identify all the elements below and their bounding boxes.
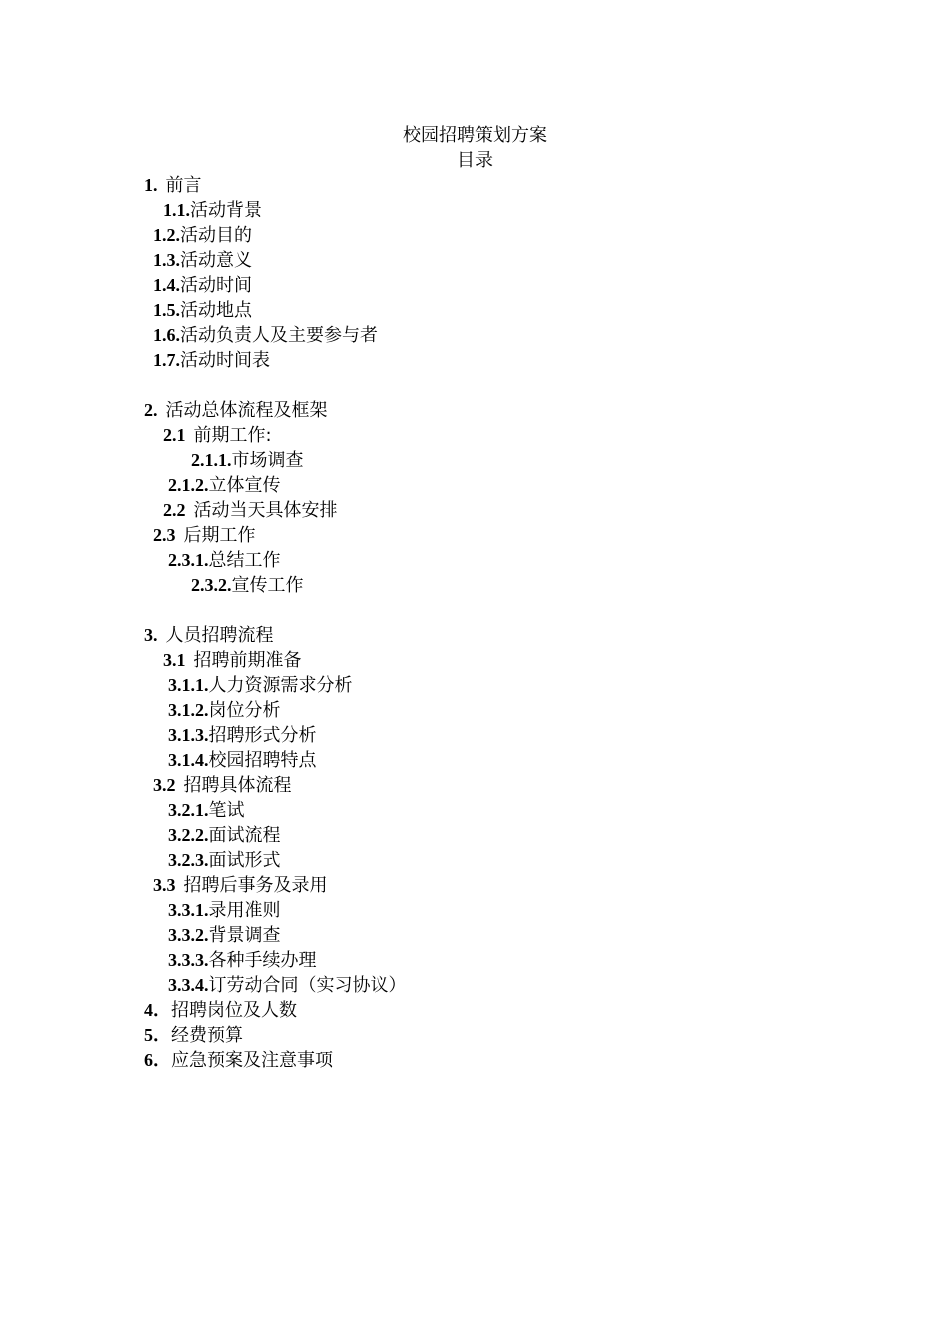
toc-entry-number: 3.2.3. [168,850,209,870]
toc-entry-number: 1.2. [153,225,180,245]
toc-entry [0,998,950,1023]
toc-entry [0,323,950,348]
toc-entry [0,748,950,773]
toc-entry-number: 3.2 [153,775,176,795]
toc-entry-text: 招聘前期准备 [193,650,302,671]
toc-entry-text: 人力资源需求分析 [208,675,353,696]
toc-entry [0,1048,950,1073]
toc-entry-text: 活动地点 [180,300,252,321]
toc-entry-number: 2.3.1. [168,550,209,570]
toc-entry-number: 1.3. [153,250,180,270]
toc-entry-text: 活动总体流程及框架 [165,400,328,421]
toc-entry-text: 宣传工作 [231,575,304,596]
toc-entry-text: 校园招聘特点 [208,750,317,771]
toc-entry-text: 各种手续办理 [208,950,317,971]
toc-entry-text: 前期工作: [193,425,272,446]
toc-entry-number: 3.3 [153,875,176,895]
toc-entry-number: 3.3.1. [168,900,209,920]
toc-entry [0,248,950,273]
toc-entry-number: 3.1 [163,650,186,670]
toc-entry-number: 3.3.4. [168,975,209,995]
toc-entry [0,498,950,523]
toc-entry [0,473,950,498]
toc-entry-text: 招聘形式分析 [208,725,317,746]
toc-entry-number: 2.1 [163,425,186,445]
toc-entry-text: 招聘后事务及录用 [183,875,328,896]
toc-entry-text: 笔试 [208,800,245,821]
toc-entry [0,823,950,848]
toc-entry-text: 应急预案及注意事项 [171,1050,333,1071]
table-of-contents [0,173,950,1073]
toc-entry-number: 3.2.1. [168,800,209,820]
toc-entry-number: 6． [144,1050,171,1070]
toc-entry [0,623,950,648]
toc-entry-text: 面试形式 [208,850,281,871]
toc-entry [0,298,950,323]
toc-entry [0,1023,950,1048]
toc-entry-number: 2.2 [163,500,186,520]
toc-entry [0,423,950,448]
toc-entry [0,273,950,298]
toc-spacer [0,373,950,398]
toc-entry-text: 订劳动合同（实习协议） [208,975,407,996]
toc-entry-number: 2.3 [153,525,176,545]
toc-entry-number: 2. [144,400,158,420]
toc-entry-number: 2.1.2. [168,475,209,495]
toc-entry [0,848,950,873]
toc-entry-text: 面试流程 [208,825,281,846]
toc-entry [0,798,950,823]
toc-entry [0,973,950,998]
toc-entry-number: 1.5. [153,300,180,320]
toc-entry [0,648,950,673]
toc-entry-number: 3. [144,625,158,645]
toc-entry-text: 活动时间表 [180,350,270,371]
toc-entry-number: 3.1.3. [168,725,209,745]
toc-entry-text: 后期工作 [183,525,256,546]
toc-heading: 目录 [457,150,493,171]
toc-entry [0,523,950,548]
toc-entry-text: 活动负责人及主要参与者 [180,325,378,346]
toc-entry [0,173,950,198]
toc-entry-number: 3.1.2. [168,700,209,720]
toc-entry [0,873,950,898]
toc-entry-number: 1.4. [153,275,180,295]
toc-entry [0,723,950,748]
toc-entry [0,673,950,698]
toc-entry-number: 2.1.1. [191,450,232,470]
toc-entry-text: 活动当天具体安排 [193,500,338,521]
toc-entry [0,923,950,948]
toc-entry-text: 岗位分析 [208,700,281,721]
toc-entry-text: 活动意义 [180,250,252,271]
toc-entry-number: 1.7. [153,350,180,370]
toc-entry-text: 招聘岗位及人数 [171,1000,297,1021]
toc-entry-text: 总结工作 [208,550,281,571]
toc-entry [0,348,950,373]
toc-entry [0,773,950,798]
toc-entry-number: 3.1.1. [168,675,209,695]
toc-entry [0,398,950,423]
toc-entry-text: 背景调查 [208,925,281,946]
toc-entry-number: 3.3.2. [168,925,209,945]
toc-entry [0,948,950,973]
toc-entry [0,198,950,223]
toc-entry-text: 立体宣传 [208,475,281,496]
toc-entry [0,698,950,723]
toc-entry-number: 1. [144,175,158,195]
toc-entry-text: 活动目的 [180,225,252,246]
toc-entry-text: 经费预算 [171,1025,243,1046]
toc-entry [0,573,950,598]
toc-entry [0,448,950,473]
toc-spacer [0,598,950,623]
toc-entry [0,898,950,923]
toc-entry [0,223,950,248]
toc-entry-text: 录用准则 [208,900,281,921]
toc-entry-text: 招聘具体流程 [183,775,292,796]
toc-entry-number: 3.2.2. [168,825,209,845]
toc-entry-number: 2.3.2. [191,575,232,595]
toc-entry-number: 3.3.3. [168,950,209,970]
document-title: 校园招聘策划方案 [403,125,547,146]
toc-entry-text: 人员招聘流程 [165,625,274,646]
toc-entry-text: 活动背景 [190,200,262,221]
toc-entry-text: 活动时间 [180,275,252,296]
toc-entry-number: 1.1. [163,200,190,220]
toc-entry-text: 市场调查 [231,450,304,471]
toc-entry-number: 1.6. [153,325,180,345]
toc-entry-number: 3.1.4. [168,750,209,770]
toc-entry-number: 4． [144,1000,171,1020]
toc-entry-text: 前言 [165,175,202,196]
toc-entry-number: 5． [144,1025,171,1045]
toc-entry [0,548,950,573]
